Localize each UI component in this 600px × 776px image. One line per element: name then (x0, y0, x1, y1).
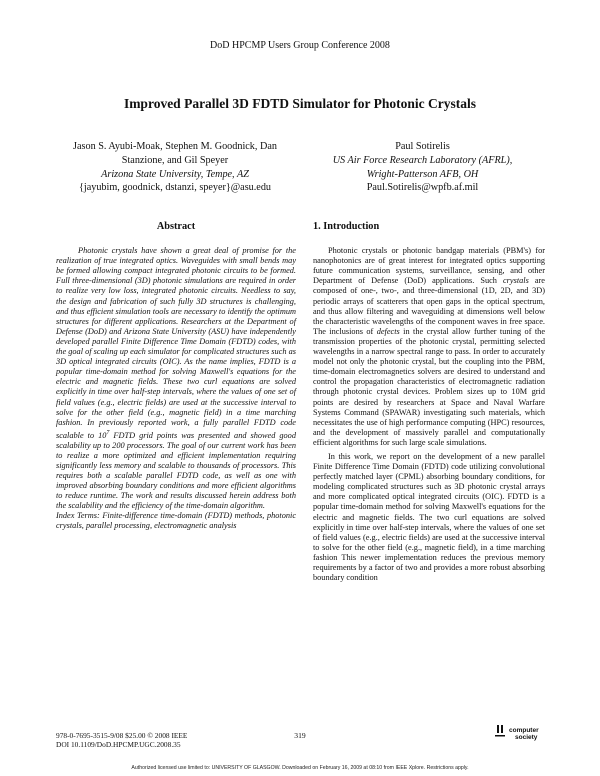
index-terms: Index Terms: Finite-difference time-domain (FDTD) methods, photonic crystals, parallel processing, electromagnetic analysis (56, 511, 296, 531)
author-emails: {jayubim, goodnick, dstanzi, speyer}@asu.edu (78, 182, 272, 194)
intro-paragraph-2: In this work, we report on the development of a new parallel Finite Difference Time Domain (FDTD) code utilizing convolutional perfectly matched layer (CPML) absorbing boundary conditions, for modeling complicated structures such as 3D photonic crystal arrays and more complicated optical integrated circuits (OIC). FDTD is a popular time-domain method for solving Maxwell's equations for the electric and magnetic fields. The two curl equations are solved explicitly in time over half-step intervals, where the values of one set of field values (e.g., electric fields) are used at the successive interval to solve for the other field (e.g., magnetic field), in a time marching fashion This newer implementation reduces the previous memory requirements by a factor of two and provides a more robust absorbing boundary condition (313, 451, 545, 583)
intro-p1-part-b: are composed of one-, two-, and three-dimensional (1D, 2D, and 3D) periodic arrays of scatterers that open gaps in the optical spectrum, and thus allow filtering and waveguiding at dimensions well below the characteristic wavelengths of the component waves in free space. The inclusions of (313, 276, 545, 336)
abstract-heading: Abstract (156, 221, 196, 232)
conference-header: DoD HPCMP Users Group Conference 2008 (210, 40, 390, 51)
computer-society-logo (492, 724, 552, 750)
logo-line2: society (515, 734, 538, 741)
right-column (313, 222, 545, 583)
abstract-text-part1: Photonic crystals have shown a great deal of promise for the realization of true integrated optics. Waveguides with small bends may be formed allowing compact integrated photonic circuits to be formed. Full three-dimensional (3D) photonic simulations are required in order to realize very low loss, integrated photonic circuits. Needless to say, the design and fabrication of such fully 3D structures is challenging, and thus efficient simulation tools are necessary to identify the optimum structures for different applications. Researchers at the Department of Defense (DoD) and Arizona State University (ASU) have independently developed parallel Finite Difference Time Domain (FDTD) codes, with the goal of scaling up each simulator for complicated structures such as 3D optical integrated circuits (OIC). As the name implies, FDTD is a popular time-domain method for solving Maxwell's equations for the electric and magnetic fields. These two curl equations are solved explicitly in time over half-step intervals, where the values of one set of field values (e.g., electric fields) are used at the successive interval to solve for the other field (e.g., magnetic field) in a time marching fashion. In previously reported work, a fully parallel FDTD code scalable to 10 (56, 246, 296, 440)
author-block-right (300, 140, 545, 195)
author-block-left (50, 140, 300, 195)
license-stamp: Authorized licensed use limited to: UNIVERSITY OF GLASGOW. Downloaded on February 16, 2009 at 08:10 from IEEE Xplore. Restrictions apply. (131, 765, 469, 771)
logo-line1: computer (509, 727, 539, 734)
author-affiliation-line2: Wright-Patterson AFB, OH (366, 168, 479, 180)
author-name: Paul Sotirelis (395, 141, 450, 152)
abstract-text (56, 246, 296, 511)
intro-p1-part-a: Photonic crystals or photonic bandgap materials (PBM's) for nanophotonics are of great interest for integrated optics supporting future communication systems, surveillance, sensing, and other Department of Defense (DoD) applications. Such (313, 246, 545, 286)
footer-doi: DOI 10.1109/DoD.HPCMP.UGC.2008.35 (56, 740, 181, 750)
intro-p1-emphasis-defects: defects (376, 326, 400, 336)
abstract-text-part2: FDTD grid points was presented and showed good scalability up to 200 processors. The goal of our current work has been to realize a more optimized and efficient implementation requiring significantly less memory and scalable to thousands of processors. This requires both a scalable parallel FDTD code, as well as one with improved absorbing boundary conditions and more efficient algorithms to reduce runtime. The work and results discussed herein address both the scalability and the efficiency of the time-domain algorithm. (56, 430, 296, 511)
page-number: 319 (294, 731, 306, 740)
left-column (56, 222, 296, 531)
author-names-line2: Stanzione, and Gil Speyer (121, 154, 229, 166)
intro-paragraph-1 (313, 246, 545, 448)
abstract-exponent: 7 (106, 429, 110, 436)
computer-society-emblem-icon (492, 724, 508, 748)
author-affiliation: Arizona State University, Tempe, AZ (101, 168, 249, 180)
logo-wordmark (509, 727, 539, 741)
intro-p1-part-c: in the crystal allow further tuning of the transmission properties of the photonic crystal, permitting selected wavelengths in a narrow spectral range to pass. In order to accurately model not only the photonic crystal, but the coupling into the PBM, time-domain electromagnetics solvers are desired to understand and control the propagation characteristics of electromagnetic radiation through photonic crystal devices. Problem sizes up to 10M grid points are desired by researchers at Space and Naval Warfare Systems Command (SPAWAR) investigating such materials, which necessitates the use of high performance computing (HPC) resources, and the development of massively parallel and computationally efficient algorithms for such large scale simulations. (313, 326, 546, 447)
intro-p1-emphasis-crystals: crystals (503, 276, 529, 286)
author-names-line1: Jason S. Ayubi-Moak, Stephen M. Goodnick, Dan (73, 141, 277, 152)
introduction-heading: 1. Introduction (313, 221, 380, 232)
author-affiliation-line1: US Air Force Research Laboratory (AFRL), (332, 154, 513, 166)
paper-title: Improved Parallel 3D FDTD Simulator for Photonic Crystals (123, 96, 477, 111)
author-email: Paul.Sotirelis@wpfb.af.mil (366, 182, 479, 194)
footer-isbn: 978-0-7695-3515-9/08 $25.00 © 2008 IEEE (56, 731, 188, 740)
